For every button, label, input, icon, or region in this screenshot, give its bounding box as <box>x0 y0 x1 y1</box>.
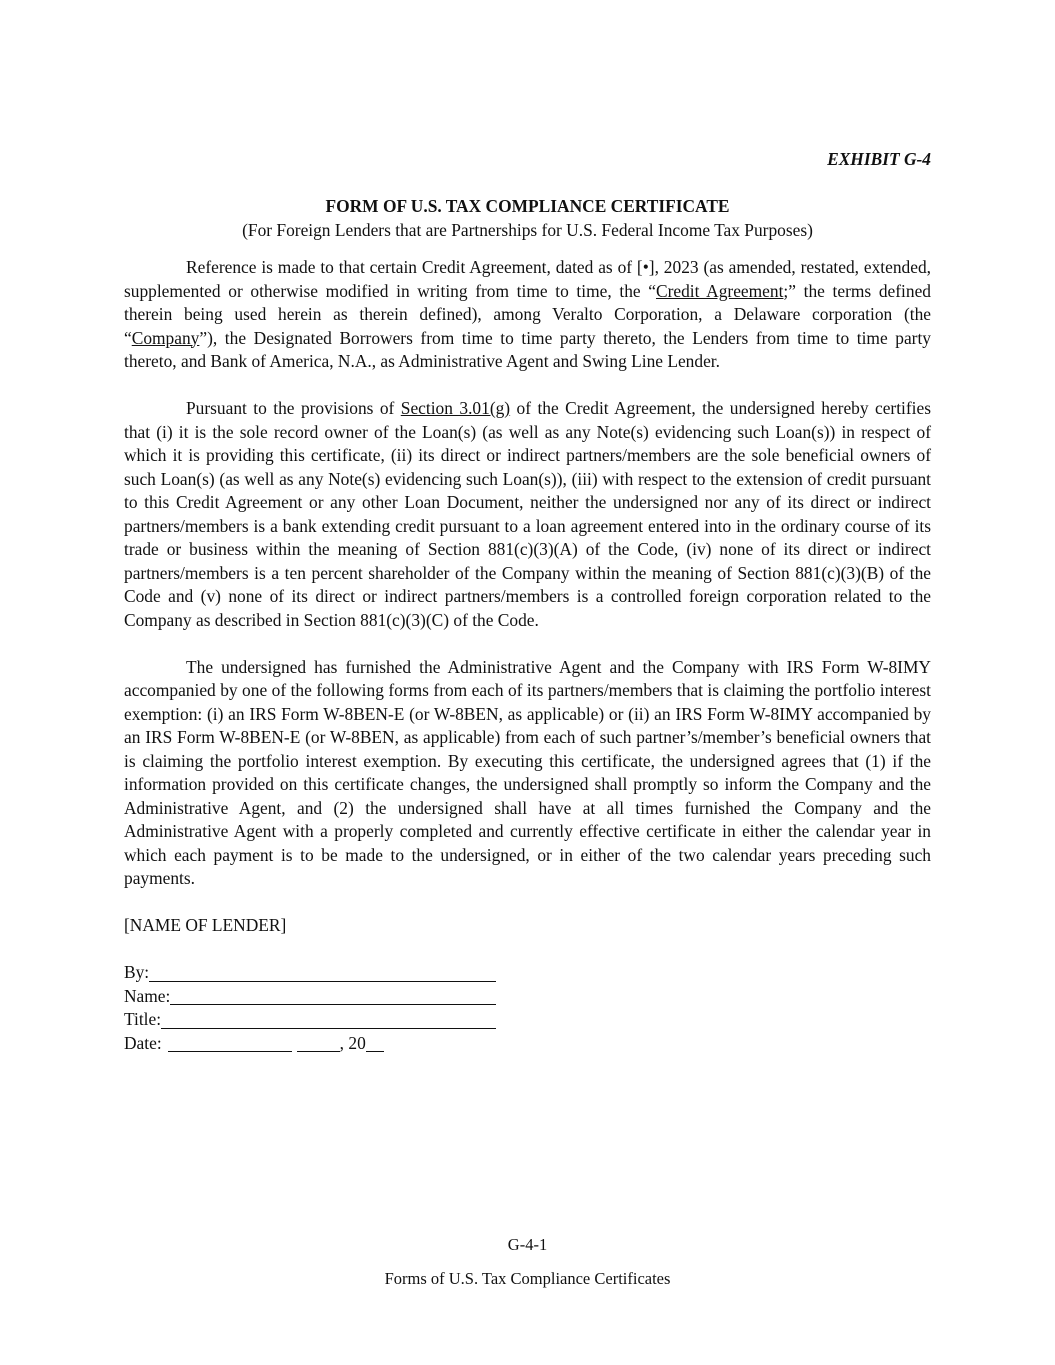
exhibit-label: EXHIBIT G-4 <box>827 149 931 169</box>
by-label: By: <box>124 962 150 982</box>
date-month-blank <box>168 1034 292 1052</box>
certification-text-a: Pursuant to the provisions of <box>186 398 401 418</box>
date-year-blank <box>366 1034 384 1052</box>
page-number: G-4-1 <box>507 1235 548 1254</box>
document-body <box>124 256 931 1055</box>
reference-paragraph <box>124 256 931 374</box>
signature-block <box>124 961 931 1055</box>
footer-document-name: Forms of U.S. Tax Compliance Certificates <box>384 1269 671 1288</box>
title-label: Title: <box>124 1009 162 1029</box>
lender-name-placeholder: [NAME OF LENDER] <box>124 915 287 935</box>
by-blank <box>149 964 496 982</box>
certification-paragraph <box>124 397 931 632</box>
section-reference: Section 3.01(g) <box>400 398 511 418</box>
certification-text-b: of the Credit Agreement, the undersigned hereby certifies that (i) it is the sole record owner of the Loan(s) (as well as any Note(s) evidencing such Loan(s)) in respect of which it is providing this certificate, (ii) its direct or indirect partners/members are the sole beneficial owners of such Loan(s) (as well as any Note(s) evidencing such Loan(s)), (iii) with respect to the extension of credit pursuant to this Credit Agreement or any other Loan Document, neither the undersigned nor any of its direct or indirect partners/members is a bank extending credit pursuant to a loan agreement entered into in the ordinary course of its trade or business within the meaning of Section 881(c)(3)(A) of the Code, (iv) none of its direct or indirect partners/members is a ten percent shareholder of the Company within the meaning of Section 881(c)(3)(B) of the Code and (v) none of its direct or indirect partners/members is a controlled foreign corporation related to the Company as described in Section 881(c)(3)(C) of the Code. <box>124 398 931 630</box>
name-blank <box>170 987 496 1005</box>
year-prefix: , 20 <box>339 1032 366 1053</box>
document-subtitle: (For Foreign Lenders that are Partnerships for U.S. Federal Income Tax Purposes) <box>242 219 813 240</box>
forms-paragraph: The undersigned has furnished the Administrative Agent and the Company with IRS Form W-8IMY accompanied by one of the following forms from each of its partners/members that is claiming the portfolio interest exemption: (i) an IRS Form W-8BEN-E (or W-8BEN, as applicable) or (ii) an IRS Form W-8IMY accompanied by an IRS Form W-8BEN-E (or W-8BEN, as applicable) from each of such partner’s/member’s beneficial owners that is claiming the portfolio interest exemption. By executing this certificate, the undersigned agrees that (1) if the information provided on this certificate changes, the undersigned shall promptly so inform the Company and the Administrative Agent, and (2) the undersigned shall have at all times furnished the Company and the Administrative Agent with a properly completed and currently effective certificate in either the calendar year in which each payment is to be made to the undersigned, or in either of the two calendar years preceding such payments. <box>124 656 931 888</box>
company-term: Company <box>131 327 200 348</box>
signature-name-line[interactable] <box>124 985 496 1009</box>
title-blank <box>161 1011 496 1029</box>
signature-date-line[interactable] <box>124 1032 931 1056</box>
date-day-blank <box>297 1034 340 1052</box>
signature-by-line[interactable] <box>124 961 496 985</box>
date-label: Date: <box>124 1032 162 1053</box>
credit-agreement-term: Credit Agreement <box>655 280 784 301</box>
reference-text-b: ;” the terms defined therein being used herein as therein defined), among Veralto Corporation, a Delaware corporation (the “ <box>124 280 931 348</box>
name-label: Name: <box>124 985 171 1006</box>
document-title: FORM OF U.S. TAX COMPLIANCE CERTIFICATE <box>325 196 730 216</box>
reference-text-a: Reference is made to that certain Credit Agreement, dated as of [•], 2023 (as amended, restated, extended, supplemented or otherwise modified in writing from time to time, the “ <box>124 257 931 301</box>
title-block <box>0 195 1055 242</box>
reference-text-c: ”), the Designated Borrowers from time to time party thereto, the Lenders from time to time party thereto, and Bank of America, N.A., as Administrative Agent and Swing Line Lender. <box>124 327 931 371</box>
signature-title-line[interactable] <box>124 1008 496 1032</box>
